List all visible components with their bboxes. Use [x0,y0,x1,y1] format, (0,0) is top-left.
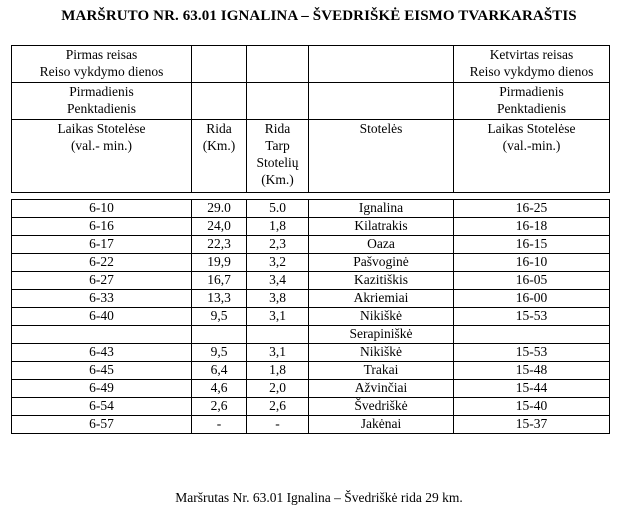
stop-cell: Švedriškė [309,398,454,416]
distance-cell: - [192,416,247,434]
col-distance-header [192,120,247,193]
table-row [12,308,610,326]
between-cell: 5.0 [247,200,309,218]
between-cell: 2,6 [247,398,309,416]
empty-cell [247,83,309,120]
page-title: MARŠRUTO NR. 63.01 IGNALINA – ŠVEDRIŠKĖ EISMO TVARKARAŠTIS [61,8,577,24]
right-trip-days-label: Reiso vykdymo dienos [469,64,594,79]
col-distance-title: Rida [206,121,232,136]
right-trip-cell [454,46,610,83]
time-back-cell: 15-48 [454,362,610,380]
table-row [12,218,610,236]
distance-cell: 13,3 [192,290,247,308]
distance-cell: 9,5 [192,308,247,326]
empty-cell [309,83,454,120]
time-back-cell: 16-10 [454,254,610,272]
col-time-right-unit: (val.-min.) [502,138,561,153]
stop-cell: Serapiniškė [309,326,454,344]
col-time-left-title: Laikas Stotelėse [57,121,146,136]
left-day-to: Penktadienis [67,101,136,116]
stop-cell: Nikiškė [309,308,454,326]
time-back-cell: 16-18 [454,218,610,236]
col-stops-header [309,120,454,193]
time-out-cell: 6-54 [12,398,192,416]
table-row [12,200,610,218]
header-row-days [12,83,610,120]
table-row [12,380,610,398]
time-back-cell: 16-25 [454,200,610,218]
distance-cell: 4,6 [192,380,247,398]
right-trip-line: Ketvirtas reisas [489,47,574,62]
time-back-cell: 15-37 [454,416,610,434]
schedule-header-table [11,45,610,193]
distance-cell: 2,6 [192,398,247,416]
table-row [12,398,610,416]
table-row [12,416,610,434]
between-cell: 3,4 [247,272,309,290]
time-out-cell: 6-40 [12,308,192,326]
col-between-line: Tarp [265,138,290,153]
empty-cell [247,46,309,83]
stop-cell: Trakai [309,362,454,380]
between-cell: 1,8 [247,362,309,380]
right-day-to: Penktadienis [497,101,566,116]
distance-cell: 16,7 [192,272,247,290]
col-time-right-title: Laikas Stotelėse [487,121,576,136]
distance-cell: 29.0 [192,200,247,218]
time-back-cell: 15-40 [454,398,610,416]
between-cell [247,326,309,344]
col-stops-title: Stotelės [359,121,403,136]
time-back-cell: 15-53 [454,308,610,326]
distance-cell [192,326,247,344]
empty-cell [309,46,454,83]
table-row [12,236,610,254]
time-out-cell: 6-45 [12,362,192,380]
table-row [12,290,610,308]
time-out-cell: 6-16 [12,218,192,236]
stop-cell: Akriemiai [309,290,454,308]
time-out-cell: 6-49 [12,380,192,398]
table-row [12,326,610,344]
stop-cell: Kazitiškis [309,272,454,290]
col-time-right-header [454,120,610,193]
table-row [12,254,610,272]
time-out-cell [12,326,192,344]
table-row [12,344,610,362]
time-back-cell: 16-00 [454,290,610,308]
distance-cell: 6,4 [192,362,247,380]
header-row-columns [12,120,610,193]
col-between-line: Rida [264,121,291,136]
left-trip-line: Pirmas reisas [65,47,138,62]
table-row [12,272,610,290]
stop-cell: Kilatrakis [309,218,454,236]
left-day-from: Pirmadienis [69,84,134,99]
empty-cell [192,83,247,120]
stop-cell: Oaza [309,236,454,254]
between-cell: 2,3 [247,236,309,254]
time-back-cell: 16-15 [454,236,610,254]
table-row [12,362,610,380]
between-cell: 3,1 [247,308,309,326]
stop-cell: Pašvoginė [309,254,454,272]
time-back-cell: 15-53 [454,344,610,362]
time-back-cell: 16-05 [454,272,610,290]
left-days-cell [12,83,192,120]
between-cell: 2,0 [247,380,309,398]
between-cell: 3,1 [247,344,309,362]
col-between-unit: (Km.) [261,172,294,187]
stop-cell: Ignalina [309,200,454,218]
between-cell: - [247,416,309,434]
between-cell: 3,2 [247,254,309,272]
col-between-header [247,120,309,193]
time-out-cell: 6-57 [12,416,192,434]
time-out-cell: 6-27 [12,272,192,290]
time-out-cell: 6-17 [12,236,192,254]
time-out-cell: 6-33 [12,290,192,308]
time-back-cell: 15-44 [454,380,610,398]
distance-cell: 24,0 [192,218,247,236]
time-back-cell [454,326,610,344]
between-cell: 1,8 [247,218,309,236]
time-out-cell: 6-43 [12,344,192,362]
stop-cell: Jakėnai [309,416,454,434]
right-day-from: Pirmadienis [499,84,564,99]
empty-cell [192,46,247,83]
schedule-body-table [11,199,610,434]
stop-cell: Ažvinčiai [309,380,454,398]
left-trip-days-label: Reiso vykdymo dienos [39,64,164,79]
col-distance-unit: (Km.) [202,138,236,153]
between-cell: 3,8 [247,290,309,308]
col-time-left-unit: (val.- min.) [70,138,133,153]
distance-cell: 19,9 [192,254,247,272]
distance-cell: 9,5 [192,344,247,362]
col-time-left-header [12,120,192,193]
header-row-trip [12,46,610,83]
time-out-cell: 6-10 [12,200,192,218]
schedule-rows [12,200,610,434]
distance-cell: 22,3 [192,236,247,254]
right-days-cell [454,83,610,120]
stop-cell: Nikiškė [309,344,454,362]
left-trip-cell [12,46,192,83]
time-out-cell: 6-22 [12,254,192,272]
route-footnote: Maršrutas Nr. 63.01 Ignalina – Švedriškė rida 29 km. [175,490,463,505]
col-between-line: Stotelių [256,155,299,170]
